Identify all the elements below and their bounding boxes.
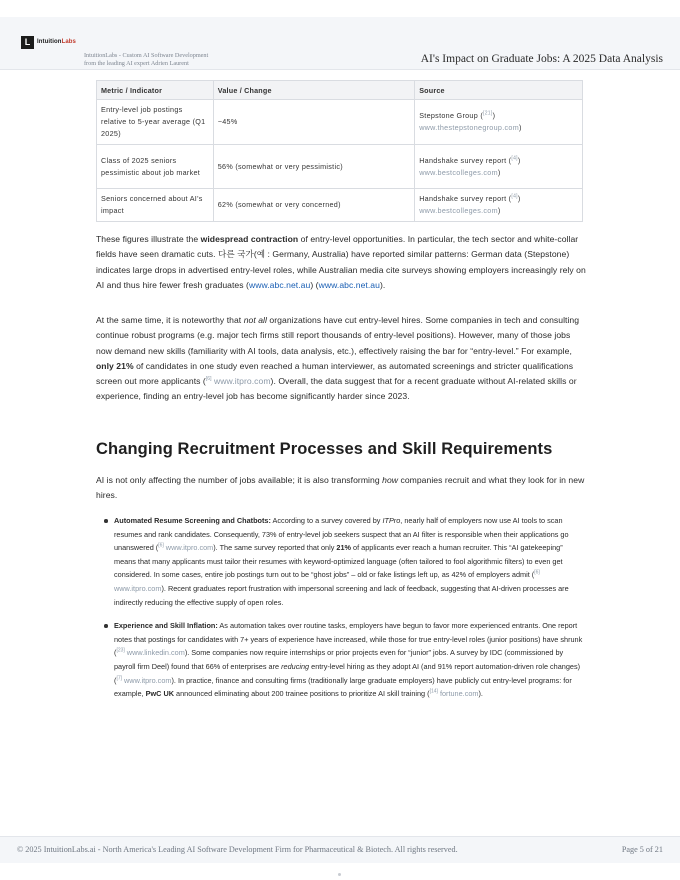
text-run: According to a survey covered by [270,516,383,525]
text-run: , nearly half of employers now use AI tools to scan resumes and rank candidates. Consequently, 73% of entry-level job seekers suspect that an AI filter is responsible when their applications go unanswered ( [114,516,569,553]
cell-metric: Entry-level job postings relative to 5-year average (Q1 2025) [97,100,214,145]
text-run: ). Recent graduates report frustration with impersonal screening and lack of feedback, suggesting that AI-driven processes are indirectly reducing the effective supply of open roles. [114,583,569,607]
emphasis-text: how [382,475,399,485]
page-marker-dot-icon [338,873,341,876]
table-row [97,145,583,189]
cell-source [415,100,583,145]
citation-marker[interactable]: [4] [511,193,518,200]
bullet-title: Experience and Skill Inflation: [114,621,218,631]
page-number: Page 5 of 21 [621,845,663,854]
emphasis-text: not all [243,315,267,325]
text-run: of applicants ever reach a human recruiter. This “AI gatekeeping” means that many applicants must tailor their resumes with keyword-optimized language (often tailored to fool algorithmic filters) to even get considered. In some cases, entire job postings turn out to be “ghost jobs” – old or fake listings left up, as 42% of employers admit ( [114,543,563,580]
text-run: ). Some companies now require internships or prior projects even for “junior” jobs. A survey by IDC (commissioned by payroll firm Deel) found that 66% of enterprises are [114,648,564,671]
emphasis-text: 21% [336,543,352,553]
column-header-metric: Metric / Indicator [97,81,214,100]
text-run: of candidates in one study even reached a human interviewer, as automated screenings and stricter qualifications screen out more applicants ( [96,360,574,387]
text-run: entry-level hiring as they adopt AI (and 91% report automation-driven role changes) ( [114,661,581,685]
text-run: As automation takes over routine tasks, employers have begun to favor more experienced entrants. One report notes that postings for candidates with 7+ years of experience have increased, while those for true entry-level roles (junior positions) have shrunk ( [114,621,583,658]
citation-marker[interactable]: [6] [534,569,540,576]
logo[interactable] [21,35,76,49]
cell-value: −45% [213,100,414,145]
table-row [97,100,583,145]
linkedin-link[interactable]: www.linkedin.com [124,648,185,658]
source-name: Handshake survey report ( [419,155,512,165]
bullet-list [96,514,584,711]
tagline-line-1: IntuitionLabs - Custom AI Software Development [84,52,209,59]
abc-link[interactable]: www.abc.net.au [318,279,380,290]
emphasis-text: reducing [281,661,310,671]
text-run: ). The same survey reported that only [213,543,337,553]
citation-marker[interactable]: [21] [483,110,493,117]
bullet-title: Automated Resume Screening and Chatbots: [114,516,271,525]
page-footer [0,836,680,863]
cell-metric: Seniors concerned about AI's impact [97,189,214,222]
link-paren: ) [497,167,501,177]
table-header-row [97,81,583,100]
citation-marker[interactable]: [7] [116,675,122,682]
source-name: Stepstone Group ( [419,111,484,120]
text-run: ). [478,689,483,699]
cell-metric: Class of 2025 seniors pessimistic about job market [97,145,214,189]
source-paren: ) [517,194,521,203]
list-item [96,514,584,609]
paragraph-not-all [96,313,586,405]
emphasis-text: widespread contraction [200,234,299,244]
abc-link[interactable]: www.abc.net.au [248,279,311,290]
bullet-dot-icon [104,519,108,523]
text-run: These figures illustrate the [96,234,201,244]
text-run: companies recruit and what they look for in new hires. [96,475,585,501]
emphasis-text: only 21% [96,360,134,371]
link-paren: ) [497,206,501,215]
text-run: ). [379,279,386,290]
bullet-dot-icon [104,624,108,628]
itpro-link[interactable]: www.itpro.com [114,583,162,593]
itpro-link[interactable]: www.itpro.com [163,543,214,553]
cell-source [415,145,583,189]
text-run: organizations have cut entry-level hires. Some companies in tech and consulting continue robust programs (e.g. major tech firms still report thousands of entry-level positions). However, many of those jobs now demand new skills (familiarity with AI tools, data analysis, etc.), effectively raising the bar for “entry-level.” For example, [96,315,580,356]
source-link[interactable]: www.bestcolleges.com [419,206,498,215]
cell-source [415,189,583,222]
page-header [0,17,680,70]
column-header-value: Value / Change [213,81,414,100]
tagline [84,52,234,68]
section-heading: Changing Recruitment Processes and Skill Requirements [96,440,553,458]
metrics-table [96,80,583,222]
copyright-text: © 2025 IntuitionLabs.ai - North America's Leading AI Software Development Firm for Pharmaceutical & Biotech. All rights reserved. [17,845,458,854]
text-run: ). Overall, the data suggest that for a recent graduate without AI-related skills or experience, finding an entry-level job has become significantly harder since 2023. [96,376,577,402]
itpro-link[interactable]: www.itpro.com [122,675,172,685]
text-run: announced eliminating about 200 trainee positions to prioritize AI skill training ( [174,689,430,699]
text-run: of entry-level opportunities. In particular, the tech sector and white-collar fields have seen dramatic cuts. 다른 국가(예 : Germany, Australia) have reported similar patterns: German data (Stepstone) indicates large drops in advertised entry-level roles, while Australian media cite surveys showing employers increasingly rely on AI and thus hire fewer fresh graduates ( [96,234,586,290]
itpro-link[interactable]: www.itpro.com [211,376,271,387]
text-run: AI is not only affecting the number of jobs available; it is also transforming [96,475,383,485]
emphasis-text: ITPro [382,516,401,525]
list-item [96,619,584,701]
citation-marker[interactable]: [23] [116,647,125,654]
source-name: Handshake survey report ( [419,194,512,203]
source-paren: ) [492,111,496,120]
citation-marker[interactable]: [6] [158,542,164,549]
logo-name-b: Labs [61,39,76,45]
citation-marker[interactable]: [14] [429,688,438,695]
text-run: ). In practice, finance and consulting firms (traditionally large graduate employers) have publicly cut entry-level programs: for example, [114,675,572,699]
emphasis-text: PwC UK [145,689,175,699]
column-header-source: Source [415,81,583,100]
logo-text [37,39,76,45]
section-intro [96,473,586,504]
source-link[interactable]: www.thestepstonegroup.com [419,123,519,132]
fortune-link[interactable]: fortune.com [437,689,479,699]
logo-mark-icon: L [21,36,34,49]
link-paren: ) [518,123,522,132]
table-row [97,189,583,222]
tagline-line-2: from the leading AI expert Adrien Laurent [84,60,189,67]
text-run: At the same time, it is noteworthy that [96,315,244,325]
source-link[interactable]: www.bestcolleges.com [419,167,498,177]
logo-name-a: Intuition [37,39,62,45]
citation-marker[interactable]: [4] [511,155,518,162]
citation-marker[interactable]: [6] [205,376,212,383]
cell-value: 56% (somewhat or very pessimistic) [213,145,414,189]
paragraph-contraction [96,232,586,293]
document-title: AI's Impact on Graduate Jobs: A 2025 Data Analysis [420,53,663,65]
cell-value: 62% (somewhat or very concerned) [213,189,414,222]
text-run: ) ( [310,279,319,290]
source-paren: ) [517,155,521,165]
